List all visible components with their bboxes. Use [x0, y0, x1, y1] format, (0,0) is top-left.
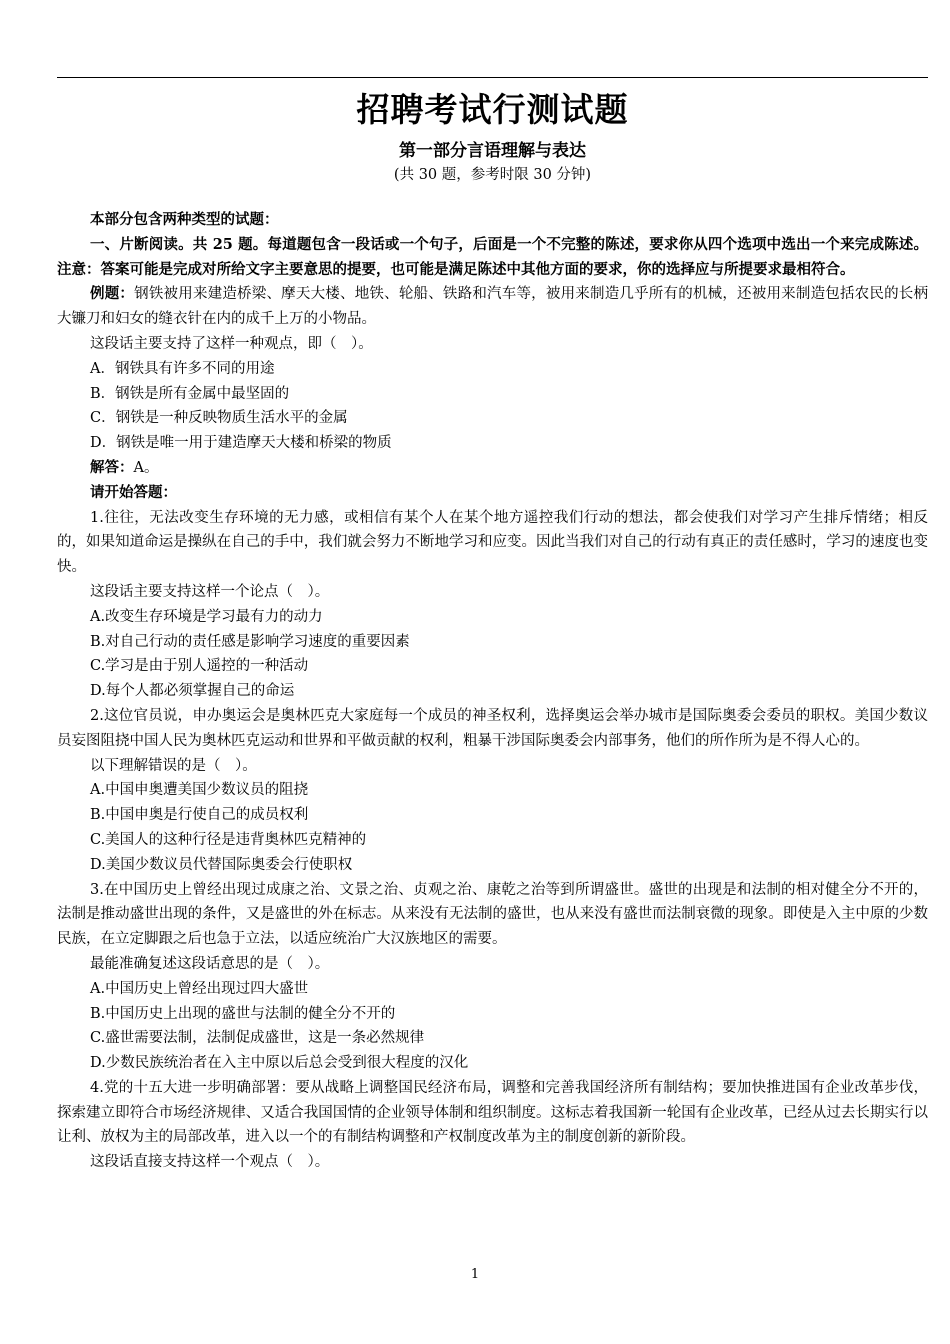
question-3-option-b: B.中国历史上出现的盛世与法制的健全分不开的	[90, 1005, 396, 1022]
question-1-option-b: B.对自己行动的责任感是影响学习速度的重要因素	[90, 633, 410, 650]
question-3-prompt: 最能准确复述这段话意思的是（ ）。	[90, 955, 330, 972]
question-3-option-d: D.少数民族统治者在入主中原以后总会受到很大程度的汉化	[90, 1055, 469, 1072]
question-3-option-a: A.中国历史上曾经出现过四大盛世	[90, 980, 309, 997]
time-limit-note: (共 30 题，参考时限 30 分钟)	[393, 167, 592, 183]
answer-text: A。	[133, 459, 159, 476]
question-4-text: 4.党的十五大进一步明确部署：要从战略上调整国民经济布局，调整和完善我国经济所有制结构；要加快推进国有企业改革步伐，探索建立即符合市场经济规律、又适合我国国情的企业领导体制和组织制度。这标志着我国新一轮国有企业改革，已经从过去长期实行以让利、放权为主的局部改革，进入以一个的有制结构调整和产权制度改革为主的制度创新的新阶段。	[57, 1079, 928, 1146]
start-label: 请开始答题：	[90, 483, 177, 501]
example-label: 例题：	[90, 285, 135, 303]
example-option-a: A．钢铁具有许多不同的用途	[90, 360, 275, 377]
example-question: 这段话主要支持了这样一种观点，即（ ）。	[90, 335, 373, 352]
question-3-option-c: C.盛世需要法制，法制促成盛世，这是一条必然规律	[90, 1030, 425, 1047]
question-2-option-c: C.美国人的这种行径是违背奥林匹克精神的	[90, 831, 367, 848]
intro-types: 本部分包含两种类型的试题：	[90, 211, 279, 228]
example-option-d: D．钢铁是唯一用于建造摩天大楼和桥梁的物质	[90, 435, 392, 452]
question-4-prompt: 这段话直接支持这样一个观点（ ）。	[90, 1154, 330, 1171]
document-body	[57, 82, 928, 1175]
intro-section-1: 一、片断阅读。共 25 题。每道题包含一段话或一个句子，后面是一个不完整的陈述，要求你从四个选项中选出一个来完成陈述。注意：答案可能是完成对所给文字主要意思的提要，也可能是满足陈述中其他方面的要求，你的选择应与所提要求最相符合。	[57, 235, 928, 278]
question-2-option-a: A.中国申奥遭美国少数议员的阻挠	[90, 782, 309, 799]
example-answer	[57, 456, 928, 481]
question-2-prompt: 以下理解错误的是（ ）。	[90, 757, 257, 774]
question-2-option-d: D.美国少数议员代替国际奥委会行使职权	[90, 856, 353, 873]
question-1-prompt: 这段话主要支持这样一个论点（ ）。	[90, 583, 330, 600]
question-1-option-c: C.学习是由于别人遥控的一种活动	[90, 658, 309, 675]
question-1-option-a: A.改变生存环境是学习最有力的动力	[90, 608, 323, 625]
question-1-option-d: D.每个人都必须掌握自己的命运	[90, 683, 295, 700]
example-paragraph	[57, 282, 928, 332]
question-1-text: 1.往往，无法改变生存环境的无力感，或相信有某个人在某个地方遥控我们行动的想法，都会使我们对学习产生排斥情绪；相反的，如果知道命运是操纵在自己的手中，我们就会努力不断地学习和应变。因此当我们对自己的行动有真正的责任感时，学习的速度也变快。	[57, 509, 928, 576]
answer-label: 解答：	[90, 458, 134, 476]
question-3-text: 3.在中国历史上曾经出现过成康之治、文景之治、贞观之治、康乾之治等到所谓盛世。盛世的出现是和法制的相对健全分不开的，法制是推动盛世出现的条件，又是盛世的外在标志。从来没有无法制的盛世，也从来没有盛世而法制衰微的现象。即使是入主中原的少数民族，在立定脚跟之后也急于立法，以适应统治广大汉族地区的需要。	[57, 881, 928, 948]
page-number: 1	[470, 1267, 480, 1282]
document-title: 招聘考试行测试题	[356, 90, 629, 129]
question-2-option-b: B.中国申奥是行使自己的成员权利	[90, 807, 309, 824]
question-2-text: 2.这位官员说，申办奥运会是奥林匹克大家庭每一个成员的神圣权利，选择奥运会举办城市是国际奥委会委员的职权。美国少数议员妄图阻挠中国人民为奥林匹克运动和世界和平做贡献的权利，粗暴干涉国际奥委会内部事务，他们的所作所为是不得人心的。	[57, 707, 928, 749]
section-subtitle: 第一部分言语理解与表达	[399, 141, 586, 161]
example-option-b: B．钢铁是所有金属中最坚固的	[90, 385, 290, 402]
top-rule	[57, 77, 928, 78]
example-text: 钢铁被用来建造桥梁、摩天大楼、地铁、轮船、铁路和汽车等，被用来制造几乎所有的机械，还被用来制造包括农民的长柄大镰刀和妇女的缝衣针在内的成千上万的小物品。	[57, 286, 929, 328]
example-option-c: C．钢铁是一种反映物质生活水平的金属	[90, 410, 348, 427]
